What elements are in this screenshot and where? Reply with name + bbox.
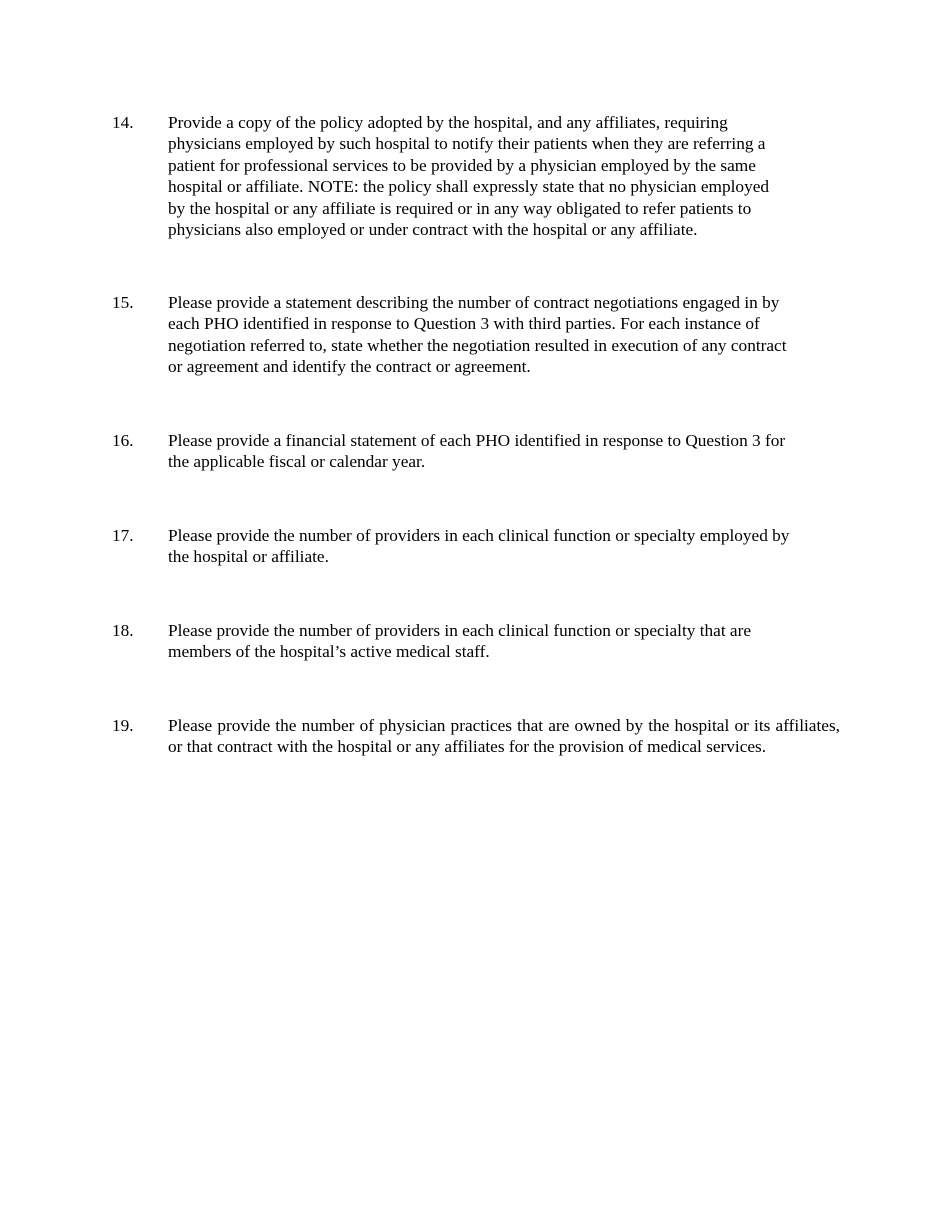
question-19 (112, 715, 842, 758)
text-line: the hospital or affiliate. (168, 547, 329, 567)
question-text (168, 292, 840, 378)
question-text (168, 525, 840, 568)
text-line: Please provide the number of providers in each clinical function or specialty that are (168, 621, 752, 640)
question-text (168, 430, 840, 473)
question-number: 19. (112, 716, 134, 735)
text-line: hospital or affiliate. NOTE: the policy shall expressly state that no physician employed (168, 177, 770, 197)
text-line: Please provide a statement describing the number of contract negotiations engaged in by (168, 293, 780, 312)
question-text: Please provide the number of physician practices that are owned by the hospital or its affiliates, or that contract with the hospital or any affiliates for the provision of medical services. (168, 716, 840, 757)
text-line: by the hospital or any affiliate is required or in any way obligated to refer patients to (168, 198, 752, 218)
text-line: Please provide the number of providers in each clinical function or specialty employed by (168, 526, 790, 545)
question-17 (112, 525, 842, 568)
question-number: 15. (112, 293, 134, 312)
question-number: 16. (112, 431, 134, 450)
question-number: 18. (112, 621, 134, 640)
text-line: each PHO identified in response to Question 3 with third parties. For each instance of (168, 314, 760, 334)
question-text (168, 620, 840, 663)
text-line: patient for professional services to be provided by a physician employed by the same (168, 155, 756, 175)
text-line: physicians also employed or under contract with the hospital or any affiliate. (168, 220, 698, 240)
question-16 (112, 430, 842, 473)
text-line: negotiation referred to, state whether the negotiation resulted in execution of any contract (168, 335, 787, 355)
text-line: or agreement and identify the contract or agreement. (168, 357, 531, 377)
question-number: 17. (112, 526, 134, 545)
question-text (168, 112, 840, 240)
question-18 (112, 620, 842, 663)
question-15 (112, 292, 842, 378)
text-line: members of the hospital’s active medical staff. (168, 642, 490, 662)
text-line: Please provide a financial statement of each PHO identified in response to Question 3 for (168, 431, 786, 450)
question-number: 14. (112, 113, 134, 132)
text-line: the applicable fiscal or calendar year. (168, 452, 426, 472)
question-14 (112, 112, 842, 240)
text-line: Provide a copy of the policy adopted by the hospital, and any affiliates, requiring (168, 113, 728, 132)
text-line: physicians employed by such hospital to notify their patients when they are referring a (168, 134, 766, 154)
